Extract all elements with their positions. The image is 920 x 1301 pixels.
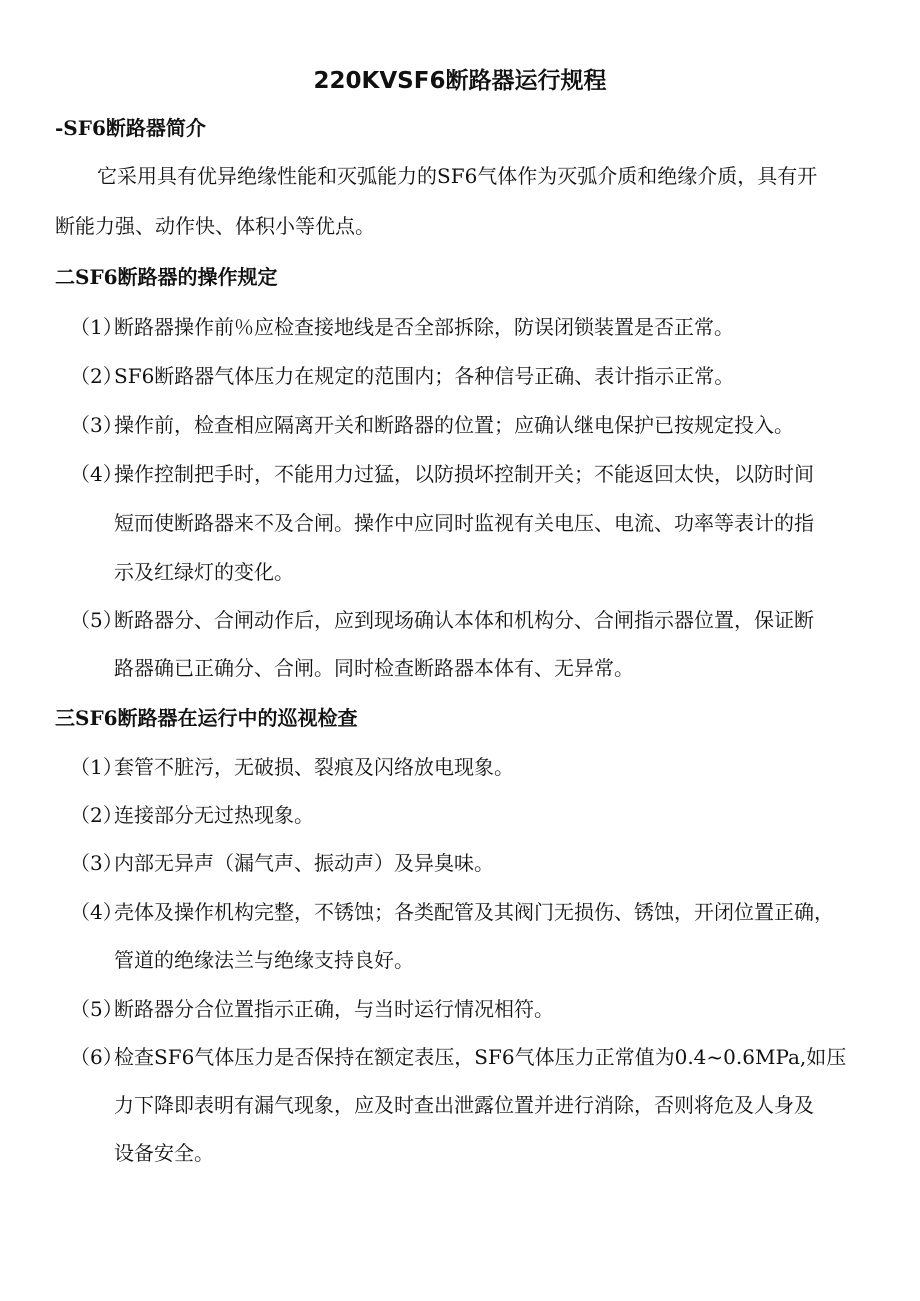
section3-heading: 三SF6断路器在运行中的巡视检查 <box>55 706 358 730</box>
section3-item-1 <box>70 751 514 780</box>
item-number: （3） <box>70 851 123 875</box>
item-number: （5） <box>70 608 123 632</box>
item-number: （3） <box>70 413 123 437</box>
item-number: （5） <box>70 997 123 1021</box>
item-number: （2） <box>70 803 123 827</box>
item-text: 操作前，检查相应隔离开关和断路器的位置；应确认继电保护已按规定投入。 <box>114 413 794 437</box>
item-number: （6） <box>70 1045 123 1069</box>
section2-item-2 <box>70 360 734 389</box>
section3-item-6-line2: 力下降即表明有漏气现象，应及时查出泄露位置并进行消除，否则将危及人身及 <box>114 1093 814 1117</box>
item-number: （4） <box>70 462 123 486</box>
item-text: 壳体及操作机构完整，不锈蚀；各类配管及其阀门无损伤、锈蚀，开闭位置正确， <box>114 900 834 924</box>
section3-item-5 <box>70 993 554 1022</box>
section1-paragraph-line1: 它采用具有优异绝缘性能和灭弧能力的SF6气体作为灭弧介质和绝缘介质，具有开 <box>97 164 818 188</box>
section3-item-4 <box>70 896 834 925</box>
section3-item-4-line2: 管道的绝缘法兰与绝缘支持良好。 <box>114 948 414 972</box>
item-text: 断路器分、合闸动作后，应到现场确认本体和机构分、合闸指示器位置，保证断 <box>114 608 814 632</box>
section2-item-5-line2: 路器确已正确分、合闸。同时检查断路器本体有、无异常。 <box>114 656 634 680</box>
section1-heading: -SF6断路器简介 <box>55 116 206 140</box>
item-text: SF6断路器气体压力在规定的范围内；各种信号正确、表计指示正常。 <box>114 364 735 388</box>
section2-item-5 <box>70 604 814 633</box>
section3-item-3 <box>70 847 494 876</box>
section3-item-6-line3: 设备安全。 <box>114 1141 214 1165</box>
item-number: （1） <box>70 755 123 779</box>
section2-item-3 <box>70 409 794 438</box>
section2-heading: 二SF6断路器的操作规定 <box>55 265 278 289</box>
section1-paragraph-line2: 断能力强、动作快、体积小等优点。 <box>55 214 375 238</box>
item-text: 操作控制把手时，不能用力过猛，以防损坏控制开关；不能返回太快，以防时间 <box>114 462 814 486</box>
section2-item-1 <box>70 311 734 340</box>
section3-item-6 <box>70 1041 846 1070</box>
section3-item-2 <box>70 799 314 828</box>
item-number: （1） <box>70 315 123 339</box>
item-text: 检查SF6气体压力是否保持在额定表压，SF6气体压力正常值为0.4~0.6MPa,如压 <box>114 1045 847 1069</box>
item-number: （4） <box>70 900 123 924</box>
item-text: 断路器操作前％应检查接地线是否全部拆除，防误闭锁装置是否正常。 <box>114 315 734 339</box>
item-text: 连接部分无过热现象。 <box>114 803 314 827</box>
item-text: 断路器分合位置指示正确，与当时运行情况相符。 <box>114 997 554 1021</box>
item-number: （2） <box>70 364 123 388</box>
item-text: 内部无异声（漏气声、振动声）及异臭味。 <box>114 851 494 875</box>
section2-item-4-line3: 示及红绿灯的变化。 <box>114 560 294 584</box>
document-title: 220KVSF6断路器运行规程 <box>313 68 607 94</box>
section2-item-4 <box>70 458 814 487</box>
item-text: 套管不脏污，无破损、裂痕及闪络放电现象。 <box>114 755 514 779</box>
section2-item-4-line2: 短而使断路器来不及合闸。操作中应同时监视有关电压、电流、功率等表计的指 <box>114 511 814 535</box>
